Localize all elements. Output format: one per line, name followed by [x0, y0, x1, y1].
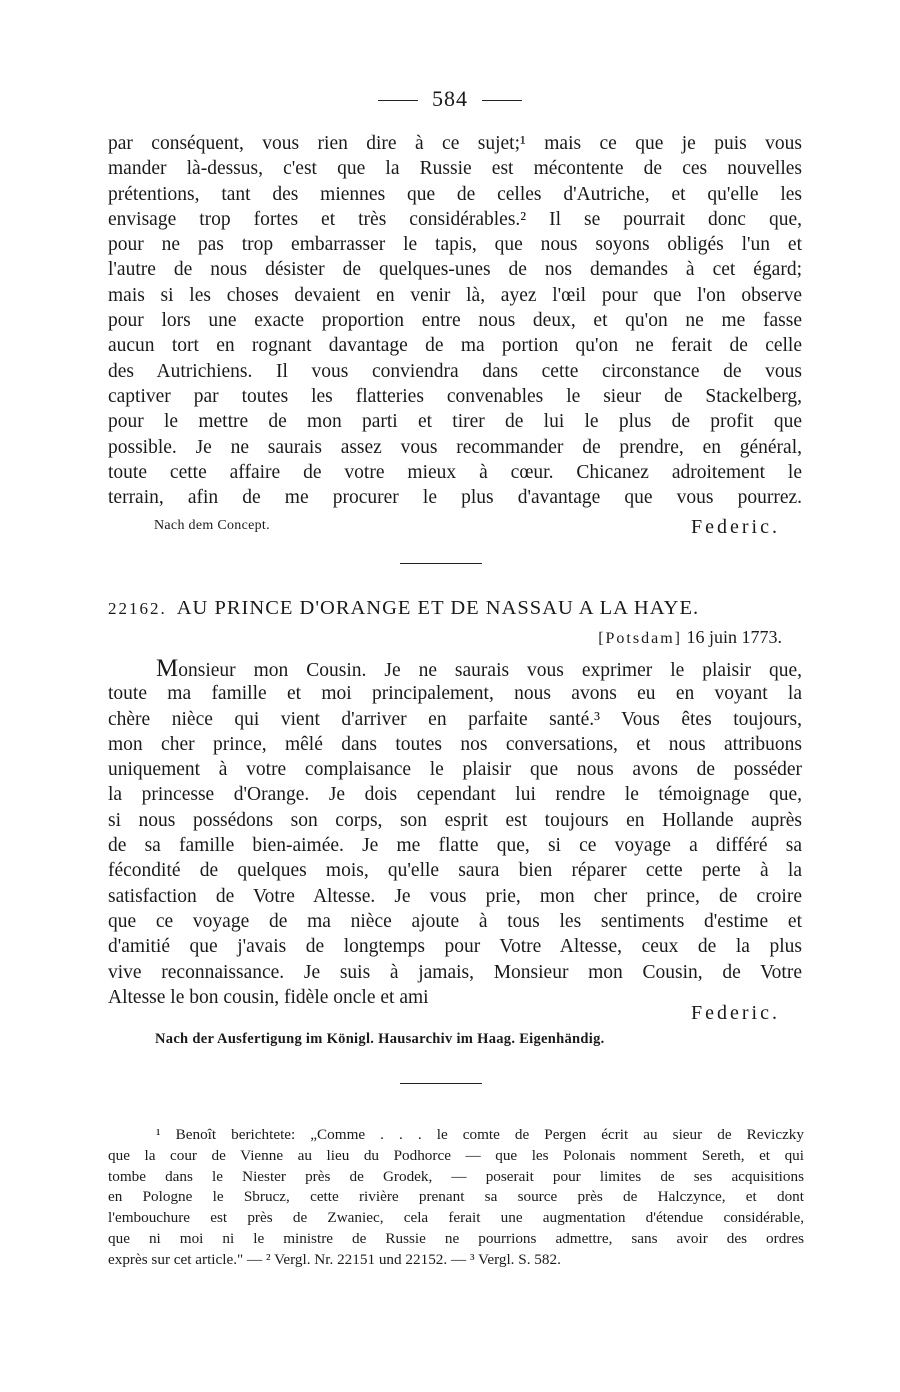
left-dash [378, 100, 418, 101]
text-line: uniquement à votre complaisance le plaisir que nous avons de posséder [108, 759, 802, 781]
text-line [108, 656, 802, 681]
text-line: fécondité de quelques mois, qu'elle saura bien réparer cette perte à la [108, 860, 802, 882]
right-dash [482, 100, 522, 101]
text-line: captiver par toutes les flatteries convenables le sieur de Stackelberg, [108, 385, 802, 407]
footnote-line: l'embouchure est près de Zwaniec, cela ferait une augmentation d'étendue considérable, [108, 1209, 804, 1227]
text-line: terrain, afin de me procurer le plus d'avantage que vous pourrez. [108, 487, 802, 509]
text-line: envisage trop fortes et très considérables.² Il se pourrait donc que, [108, 208, 802, 230]
footnote-line: en Pologne le Sbrucz, cette rivière prenant sa source près de Halczynce, et dont [108, 1188, 804, 1206]
letter-date: 16 juin 1773. [686, 627, 782, 647]
text-line: par conséquent, vous rien dire à ce sujet;¹ mais ce que je puis vous [108, 133, 802, 154]
letter-title: AU PRINCE D'ORANGE ET DE NASSAU A LA HAYE. [176, 597, 700, 619]
text-line: mander là-dessus, c'est que la Russie est mécontente de ces nouvelles [108, 158, 802, 180]
text-line: mon cher prince, mêlé dans toutes nos conversations, et nous attribuons [108, 733, 802, 755]
footnote-line: que la cour de Vienne au lieu du Podhorce — que les Polonais nomment Sereth, et qui [108, 1146, 804, 1164]
text-line: des Autrichiens. Il vous conviendra dans cette circonstance de vous [108, 360, 802, 382]
text-line: si nous possédons son corps, son esprit est toujours en Hollande auprès [108, 809, 802, 831]
letter2-signature: Federic. [691, 1002, 780, 1024]
initial-letter: M [156, 655, 179, 682]
letter1-signature: Federic. [691, 516, 780, 538]
letter2-dateline [598, 627, 782, 648]
text-line: satisfaction de Votre Altesse. Je vous prie, mon cher prince, de croire [108, 885, 802, 907]
text-line: prétentions, tant des miennes que de celles d'Autriche, et qu'elle les [108, 183, 802, 205]
page-number: 584 [432, 86, 468, 111]
text-line: que ce voyage de ma nièce ajoute à tous les sentiments d'estime et [108, 910, 802, 932]
footnotes [108, 1125, 804, 1271]
text-line: Altesse le bon cousin, fidèle oncle et ami [108, 986, 429, 1008]
footnote-line: exprès sur cet article." — ² Vergl. Nr. 22151 und 22152. — ³ Vergl. S. 582. [108, 1250, 561, 1268]
footnote-line: que ni moi ni le ministre de Russie ne pourrions admettre, sans avoir des ordres [108, 1229, 804, 1247]
text-line: vive reconnaissance. Je suis à jamais, Monsieur mon Cousin, de Votre [108, 961, 802, 983]
text-line: de sa famille bien-aimée. Je me flatte que, si ce voyage a différé sa [108, 835, 802, 857]
text-line: possible. Je ne saurais assez vous recommander de prendre, en général, [108, 436, 802, 458]
text-line: pour ne pas trop embarrasser le tapis, que nous soyons obligés l'un et [108, 234, 802, 256]
footnote-line: tombe dans le Niester près de Grodek, — poserait pour limites de ses acquisitions [108, 1167, 804, 1185]
letter-number: 22162. [108, 599, 167, 618]
section-divider [400, 563, 482, 564]
letter1-body [108, 131, 802, 510]
footnote-line: ¹ Benoît berichtete: „Comme . . . le comte de Pergen écrit au sieur de Reviczky [156, 1126, 804, 1143]
first-line-text: onsieur mon Cousin. Je ne saurais vous exprimer le plaisir que, [178, 660, 802, 681]
text-line: l'autre de nous désister de quelques-unes de nos demandes à cet égard; [108, 259, 802, 281]
page-number-header [0, 86, 900, 112]
text-line: mais si les choses devaient en venir là, ayez l'œil pour que l'on observe [108, 284, 802, 306]
text-line: pour lors une exacte proportion entre nous deux, et qu'on ne me fasse [108, 310, 802, 332]
text-line: toute ma famille et moi principalement, nous avons eu en voyant la [108, 683, 802, 705]
text-line: aucun tort en rognant davantage de ma portion qu'on ne ferait de celle [108, 335, 802, 357]
letter2-heading [108, 597, 802, 620]
letter-place: [Potsdam] [598, 630, 682, 647]
text-line: la princesse d'Orange. Je dois cependant lui rendre le témoignage que, [108, 784, 802, 806]
letter2-source-note: Nach der Ausfertigung im Königl. Hausarchiv im Haag. Eigenhändig. [155, 1031, 605, 1047]
footnote-divider [400, 1083, 482, 1084]
text-line: d'amitié que j'avais de longtemps pour Votre Altesse, ceux de la plus [108, 936, 802, 958]
text-line: chère nièce qui vient d'arriver en parfaite santé.³ Vous êtes toujours, [108, 708, 802, 730]
text-line: pour le mettre de mon parti et tirer de lui le plus de profit que [108, 411, 802, 433]
letter1-source-note: Nach dem Concept. [154, 518, 270, 533]
letter2-body [108, 656, 802, 1010]
text-line: toute cette affaire de votre mieux à cœur. Chicanez adroitement le [108, 461, 802, 483]
